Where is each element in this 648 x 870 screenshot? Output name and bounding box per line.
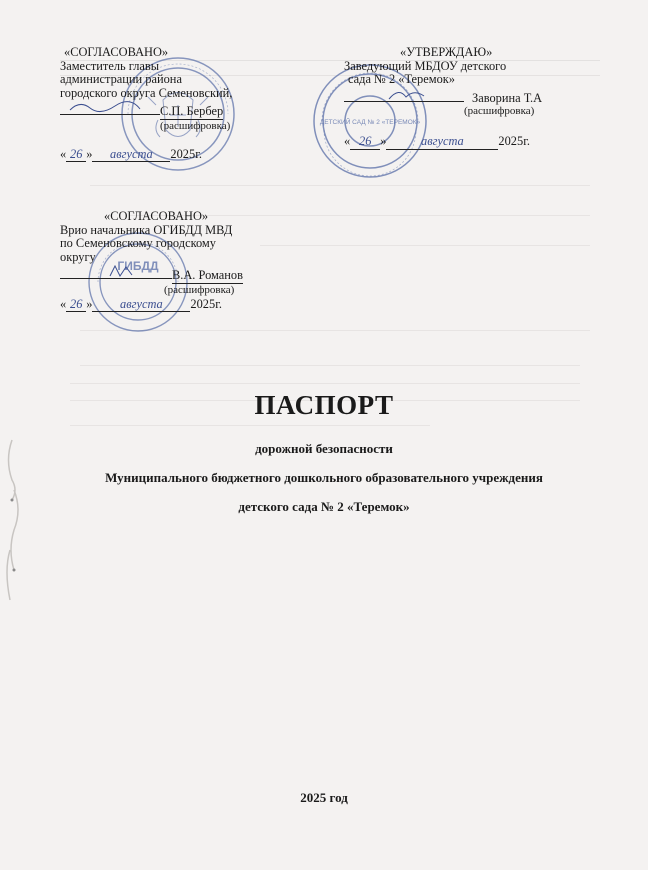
approval-date: « 26 » августа 2025г. xyxy=(344,133,530,148)
date-month: августа xyxy=(92,148,170,163)
signature xyxy=(60,100,155,114)
approval-heading: «СОГЛАСОВАНО» xyxy=(104,209,209,223)
approver-position-line1: Врио начальника ОГИБДД МВД xyxy=(60,222,233,237)
document-year: 2025 год xyxy=(300,790,348,805)
approver-position-line1: Заведующий МБДОУ детского xyxy=(344,58,507,73)
approver-position-line2: сада № 2 «Теремок» xyxy=(348,72,456,87)
date-year: 2025г. xyxy=(190,296,222,311)
signature-line xyxy=(344,87,464,102)
date-year: 2025г. xyxy=(170,146,202,161)
approver-position-line2: администрации района xyxy=(60,72,182,87)
date-day: 26 xyxy=(350,135,380,150)
approver-name: С.П. Бербер xyxy=(160,104,224,119)
approval-date: « 26 » августа 2025г. xyxy=(60,296,222,311)
institution-name-line1: Муниципального бюджетного дошкольного образовательного учреждения xyxy=(105,470,543,485)
date-year: 2025г. xyxy=(498,133,530,148)
date-month: августа xyxy=(386,135,498,150)
document-title: ПАСПОРТ xyxy=(254,390,394,420)
approval-date: « 26 » августа 2025г. xyxy=(60,146,202,161)
decode-note: (расшифровка) xyxy=(160,119,231,132)
institution-name-line2: детского сада № 2 «Теремок» xyxy=(238,499,410,514)
date-day: 26 xyxy=(66,148,86,163)
document-subtitle: дорожной безопасности xyxy=(255,441,393,456)
approver-position-line1: Заместитель главы xyxy=(60,58,160,73)
date-day: 26 xyxy=(66,298,86,313)
approval-block-head xyxy=(344,46,542,150)
approval-heading: «УТВЕРЖДАЮ» xyxy=(400,45,493,59)
approval-block-administration xyxy=(60,46,232,162)
binding-thread xyxy=(0,430,30,610)
signature-line xyxy=(60,264,172,279)
approval-heading: «СОГЛАСОВАНО» xyxy=(64,45,169,59)
signature xyxy=(60,264,168,278)
approver-position-line3: округу xyxy=(60,249,96,264)
decode-note: (расшифровка) xyxy=(164,283,235,296)
approver-position-line3: городского округа Семеновский, xyxy=(60,85,233,100)
date-month: августа xyxy=(92,298,190,313)
signature xyxy=(344,87,459,101)
decode-note: (расшифровка) xyxy=(464,105,535,118)
gibdd-stamp-text: ГИБДД xyxy=(117,259,159,273)
signature-line xyxy=(60,100,160,115)
stamp-center-text: ДЕТСКИЙ САД № 2 «ТЕРЕМОК» xyxy=(319,119,421,126)
approver-position-line2: по Семеновскому городскому xyxy=(60,236,216,251)
approver-name: В.А. Романов xyxy=(172,268,243,283)
approval-block-gibdd xyxy=(60,210,243,312)
approver-name: Заворина Т.А xyxy=(472,90,543,105)
